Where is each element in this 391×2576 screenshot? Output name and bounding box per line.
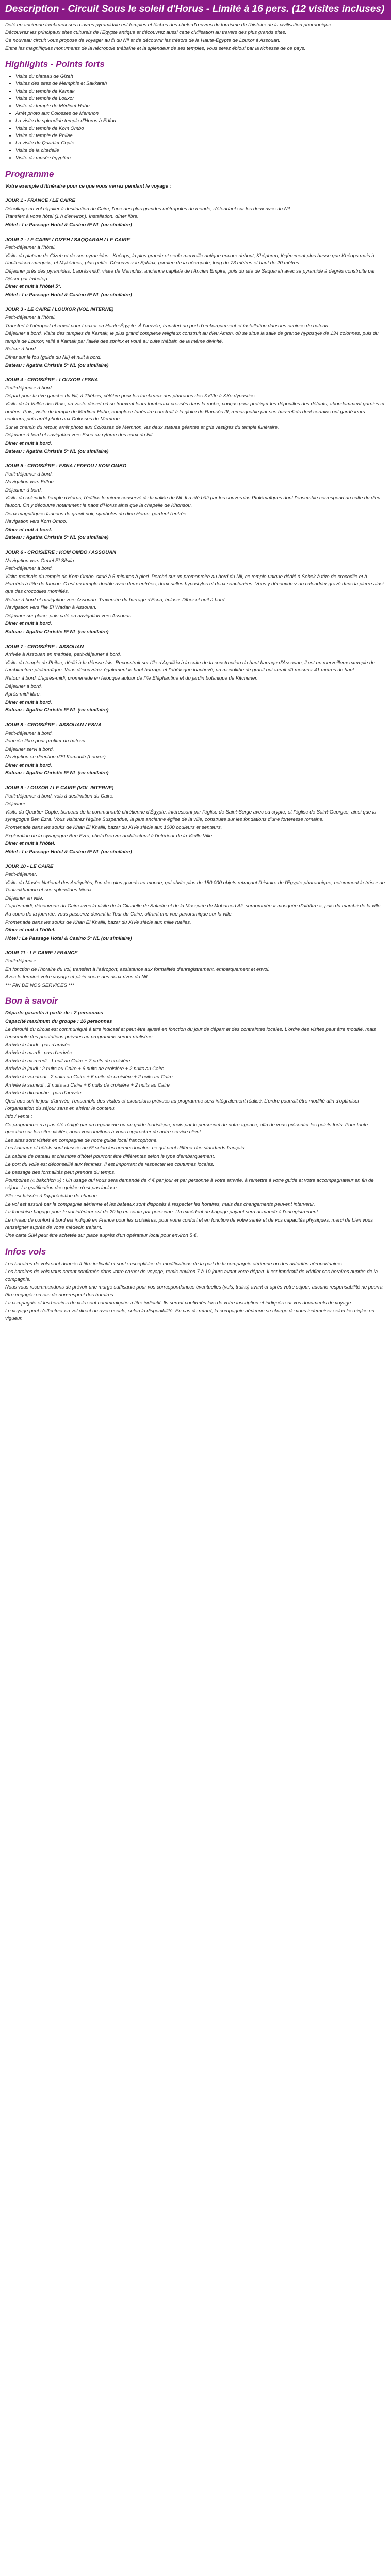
info-line: Départs garantis à partir de : 2 personnes bbox=[5, 1010, 103, 1016]
day-line: Visite du splendide temple d'Horus, l'édifice le mieux conservé de la vallée du Nil. Il a été bâti par les souverains Ptolémaïques dont l'ensemble correspond au culte du dieu faucon. On y découvre notamment le naos d'Horus ainsi que la chapelle de Khonsou. bbox=[5, 495, 381, 509]
day-line: Exploration de la synagogue Ben Ezra, chef-d'œuvre architectural à l'intérieur de la Vieille Ville. bbox=[5, 833, 214, 839]
highlight-item: • Visite du musée égyptien bbox=[15, 155, 386, 162]
day-line: Navigation en direction d'El Kamoulé (Louxor). bbox=[5, 754, 107, 760]
day-line: Bateau : Agatha Christie 5* NL (ou similaire) bbox=[5, 629, 109, 635]
info-line: Une carte SIM peut être achetée sur place auprès d'un opérateur local pour environ 5 €. bbox=[5, 1232, 198, 1239]
info-line: Pourboires (« bakchich ») : Un usage qui vous sera demandé de 4 € par jour et par personne à votre arrivée, à remettre à votre guide et votre accompagnateur en fin de séjour. La gratification des guides n'est pas incluse. bbox=[5, 1177, 374, 1191]
info-line: Arrivée le samedi : 2 nuits au Caire + 6 nuits de croisière + 2 nuits au Caire bbox=[5, 1082, 170, 1088]
info-line: Info / vente : bbox=[5, 1114, 32, 1120]
day-line: Déjeuner servi à bord. bbox=[5, 746, 54, 752]
day-title: JOUR 7 - CROISIÈRE : ASSOUAN bbox=[5, 643, 84, 650]
day-title: JOUR 4 - CROISIÈRE : LOUXOR / ESNA bbox=[5, 377, 99, 383]
info-line: Les sites sont visités en compagnie de notre guide local francophone. bbox=[5, 1137, 158, 1143]
day-line: Transfert à votre hôtel (1 h d'environ). Installation. dîner libre. bbox=[5, 214, 139, 220]
highlight-item: • Visites des sites de Memphis et Sakkarah bbox=[15, 80, 386, 88]
info-line: Arrivée le mardi : pas d'arrivée bbox=[5, 1050, 72, 1056]
day-line: Promenade dans les souks de Khan El Khalili, bazar du XIVe siècle aux 1000 couleurs et senteurs. bbox=[5, 825, 222, 831]
day-line: Bateau : Agatha Christie 5* NL (ou similaire) bbox=[5, 362, 109, 368]
intro-paragraph: Entre les magnifiques monuments de la nécropole thébaine et la splendeur de ses temples, vous serez ébloui par la richesse de ce pays. bbox=[5, 45, 306, 52]
day-line: Dîner et nuit à bord. bbox=[5, 699, 52, 705]
highlight-item: • Visite du temple de Kom Ombo bbox=[15, 125, 386, 132]
programme-intro: Votre exemple d'itinéraire pour ce que vous verrez pendant le voyage : bbox=[5, 183, 171, 189]
day-line: Petit-déjeuner à bord. bbox=[5, 566, 53, 572]
info-line: Les bateaux et hôtels sont classés au 5* selon les normes locales, ce qui peut différer des standards français. bbox=[5, 1145, 246, 1151]
day-line: Départ pour la rive gauche du Nil, à Thèbes, célèbre pour les tombeaux des pharaons des XVIIIe à XXe dynasties. bbox=[5, 393, 256, 399]
day-title: JOUR 2 - LE CAIRE / GIZEH / SAQQARAH / LE CAIRE bbox=[5, 236, 130, 243]
highlight-item: • Visite du temple de Louxor bbox=[15, 95, 386, 103]
day-line: Navigation vers l'île El Wadah à Assouan. bbox=[5, 605, 97, 611]
day-line: Déjeuner à bord. bbox=[5, 487, 42, 493]
day-title: JOUR 6 - CROISIÈRE : KOM OMBO / ASSOUAN bbox=[5, 550, 116, 556]
info-line: Arrivée le vendredi : 2 nuits au Caire + 6 nuits de croisière + 2 nuits au Caire bbox=[5, 1074, 173, 1080]
programme-days bbox=[5, 197, 386, 989]
intro-section bbox=[5, 22, 386, 53]
day-line: Visite du Quartier Copte, berceau de la communauté chrétienne d'Égypte, intéressant par l'église de Saint-Serge avec sa crypte, et l'église de Saint-Georges, ainsi que la synagogue Ben Ezra. Vous visiterez l'église Suspendue, la plus ancienne église de la ville, construite sur les fondations d'une forteresse romaine. bbox=[5, 809, 377, 823]
day-title: JOUR 10 - LE CAIRE bbox=[5, 863, 54, 870]
highlight-item: • La visite du Quartier Copte bbox=[15, 140, 386, 147]
day-line: En fonction de l'horaire du vol, transfert à l'aéroport, assistance aux formalités d'enregistrement, embarquement et envol. bbox=[5, 966, 270, 972]
day-title: JOUR 8 - CROISIÈRE : ASSOUAN / ESNA bbox=[5, 722, 102, 728]
bon-savoir-heading: Bon à savoir bbox=[5, 996, 58, 1006]
info-line: Arrivée le jeudi : 2 nuits au Caire + 6 nuits de croisière + 2 nuits au Caire bbox=[5, 1066, 165, 1072]
day-line: Transfert à l'aéroport et envol pour Louxor en Haute-Égypte. À l'arrivée, transfert au port d'embarquement et installation dans les cabines du bateau. bbox=[5, 323, 330, 329]
title-banner bbox=[0, 0, 391, 20]
day-line: Petit-déjeuner à bord. bbox=[5, 471, 53, 477]
day-line: Déjeuner à bord et navigation vers Esna au rythme des eaux du Nil. bbox=[5, 432, 154, 438]
day-title: JOUR 5 - CROISIÈRE : ESNA / EDFOU / KOM OMBO bbox=[5, 463, 127, 469]
day-line: Déjeuner à bord. Visite des temples de Karnak, le plus grand complexe religieux construit au dieu Amon, où se situe la salle de grande hypostyle de 134 colonnes, puis du temple de Louxor, relié à Karnak par l'allée des sphinx et voué au culte thébain de la même divinité. bbox=[5, 331, 379, 344]
day-line: Petit-déjeuner. bbox=[5, 872, 38, 877]
day-line: Bateau : Agatha Christie 5* NL (ou similaire) bbox=[5, 707, 109, 714]
day-line: Dîner et nuit à l'hôtel 5*. bbox=[5, 284, 61, 290]
day-line: Visite du plateau de Gizeh et de ses pyramides : Khéops, la plus grande et seule merveille antique encore debout, Khéphren, légèrement plus basse que Khéops mais à l'inclinaison marquée, et Mykérinos, plus petite. Découvrez le Sphinx, gardien de la nécropole, long de 73 mètres et haut de 20 mètres. bbox=[5, 252, 374, 266]
day-line: Petit-déjeuner à l'hôtel. bbox=[5, 315, 56, 320]
highlight-item: • Visite du temple de Médinet Habu bbox=[15, 103, 386, 110]
day-line: Dîner et nuit à bord. bbox=[5, 621, 52, 627]
day-line: Hôtel : Le Passage Hotel & Casino 5* NL (ou similaire) bbox=[5, 222, 132, 228]
info-line: Les horaires de vols vous seront confirmés dans votre carnet de voyage, remis environ 7 à 10 jours avant votre départ. Il est impératif de vérifier ces horaires auprès de la compagnie. bbox=[5, 1269, 378, 1282]
day-line: Retour à bord. L'après-midi, promenade en felouque autour de l'île Eléphantine et du jardin botanique de Kitchener. bbox=[5, 675, 258, 681]
info-line: La franchise bagage pour le vol intérieur est de 20 kg en soute par personne. Un excédent de bagage payant sera demandé à l'enregistrement. bbox=[5, 1209, 319, 1215]
day-line: Arrivée à Assouan en matinée, petit-déjeuner à bord. bbox=[5, 652, 121, 658]
highlight-item: • La visite du splendide temple d'Horus à Edfou bbox=[15, 117, 386, 125]
day-line: Déjeuner en ville. bbox=[5, 895, 44, 901]
info-line: Arrivée le lundi : pas d'arrivée bbox=[5, 1042, 71, 1048]
day-line: Petit-déjeuner. bbox=[5, 958, 38, 964]
intro-paragraph: Ce nouveau circuit vous propose de voyager au fil du Nil et de découvrir les trésors de la Haute-Égypte de Louxor à Assouan. bbox=[5, 38, 281, 44]
day-line: L'après-midi, découverte du Caire avec la visite de la Citadelle de Saladin et de la Mosquée de Mohamed Ali, surnommée « mosquée d'albâtre », puis du marché de la ville. bbox=[5, 903, 382, 909]
info-line: Elle est laissée à l'appréciation de chacun. bbox=[5, 1193, 99, 1199]
programme-heading: Programme bbox=[5, 168, 54, 179]
day-line: Bateau : Agatha Christie 5* NL (ou similaire) bbox=[5, 448, 109, 454]
info-line: Le vol est assuré par la compagnie aérienne et les bateaux sont disposés à respecter les horaires, mais des changements peuvent intervenir. bbox=[5, 1201, 315, 1207]
day-line: Déjeuner. bbox=[5, 801, 27, 807]
day-line: Bateau : Agatha Christie 5* NL (ou similaire) bbox=[5, 770, 109, 776]
day-line: Petit-déjeuner à bord. bbox=[5, 385, 53, 391]
day-line: Petit-déjeuner à bord, vols à destination du Caire. bbox=[5, 793, 114, 799]
info-line: Les horaires de vols sont donnés à titre indicatif et sont susceptibles de modifications de la part de la compagnie aérienne ou des autorités aéroportuaires. bbox=[5, 1261, 344, 1267]
day-line: Petit-déjeuner à bord. bbox=[5, 730, 53, 736]
highlights-list bbox=[5, 73, 386, 162]
day-line: Visite de la Vallée des Rois, un vaste désert où se trouvent leurs tombeaux creusés dans la roche, conçus pour protéger les dépouilles des défunts, abondamment garnies et ornées. Puis, visite du temple de Médinet Habu, complexe funéraire construit à la gloire de Ramsès III, remarquable par ses bas-reliefs dont certains ont gardé leurs couleurs, puis arrêt photo aux Colosses de Memnon. bbox=[5, 401, 385, 422]
day-line: Dîner et nuit à l'hôtel. bbox=[5, 841, 56, 847]
intro-paragraph: Découvrez les principaux sites culturels de l'Égypte antique et découvrez aussi cette civilisation au travers des plus grands sites. bbox=[5, 30, 287, 36]
day-line: Sur le chemin du retour, arrêt photo aux Colosses de Memnon, les deux statues géantes et gris vestiges du temple funéraire. bbox=[5, 424, 279, 430]
bon-savoir-section bbox=[5, 1010, 386, 1240]
info-line: La cabine de bateau et chambre d'hôtel pourront être différentes selon le type d'embarquement. bbox=[5, 1154, 215, 1159]
highlight-item: • Visite du plateau de Gizeh bbox=[15, 73, 386, 80]
day-line: Journée libre pour profiter du bateau. bbox=[5, 738, 87, 744]
day-line: Visite du temple de Philae, dédié à la déesse Isis. Reconstruit sur l'île d'Aguilkia à la suite de la construction du haut barrage d'Assouan, il est un merveilleux exemple de l'architecture ptolémaïque. Vous découvrirez également le haut barrage et l'obélisque inachevé, un monolithe de granit qui aurait dû mesurer 41 mètres de haut. bbox=[5, 659, 375, 673]
info-line: Ce programme n'a pas été rédigé par un organisme ou un guide touristique, mais par le personnel de notre agence, afin de vous présenter les points forts. Pour toute question sur les sites visités, nous vous invitons à vous rapprocher de notre service client. bbox=[5, 1122, 368, 1136]
day-line: Hôtel : Le Passage Hotel & Casino 5* NL (ou similaire) bbox=[5, 292, 132, 298]
info-line: Le voyage peut s'effectuer en vol direct ou avec escale, selon la disponibilité. En cas de retard, la compagnie aérienne se charge de vous indemniser selon les règles en vigueur. bbox=[5, 1308, 374, 1321]
highlights-heading: Highlights - Points forts bbox=[5, 59, 105, 69]
day-line: Au cours de la journée, vous passerez devant la Tour du Caire, offrant une vue panoramique sur la ville. bbox=[5, 911, 233, 917]
info-line: Arrivée le dimanche : pas d'arrivée bbox=[5, 1090, 82, 1096]
day-line: Bateau : Agatha Christie 5* NL (ou similaire) bbox=[5, 535, 109, 541]
day-line: Déjeuner à bord. bbox=[5, 683, 42, 689]
day-line: Dîner et nuit à bord. bbox=[5, 440, 52, 446]
highlight-item: • Visite de la citadelle bbox=[15, 147, 386, 155]
info-line: Quel que soit le jour d'arrivée, l'ensemble des visites et excursions prévues au programme sera intégralement réalisé. L'ordre pourrait être modifié afin d'optimiser l'organisation du séjour sans en altérer le contenu. bbox=[5, 1098, 360, 1112]
day-line: Avec le terminé votre voyage et plein coeur des deux rives du Nil. bbox=[5, 974, 149, 980]
highlight-item: • Arrêt photo aux Colosses de Memnon bbox=[15, 110, 386, 117]
info-line: Le niveau de confort à bord est indiqué en France pour les croisières, pour votre confort et en fonction de votre santé et de vos capacités physiques, merci de bien vous renseigner auprès de votre médecin traitant. bbox=[5, 1217, 373, 1231]
day-line: Petit-déjeuner à l'hôtel. bbox=[5, 245, 56, 251]
day-title: JOUR 3 - LE CAIRE / LOUXOR (VOL INTERNE) bbox=[5, 307, 114, 313]
day-line: Déjeuner sur place, puis café en navigation vers Assouan. bbox=[5, 613, 133, 619]
day-line: Retour à bord. bbox=[5, 346, 37, 352]
day-title: JOUR 11 - LE CAIRE / FRANCE bbox=[5, 950, 78, 956]
info-line: La compagnie et les horaires de vols sont communiqués à titre indicatif. Ils seront confirmés lors de votre inscription et indiqués sur vos documents de voyage. bbox=[5, 1300, 352, 1306]
day-line: Deux magnifiques faucons de granit noir, symboles du dieu Horus, gardent l'entrée. bbox=[5, 511, 188, 517]
day-line: Promenade dans les souks de Khan El Khalili, bazar du XIVe siècle aux mille ruelles. bbox=[5, 919, 191, 925]
content bbox=[0, 20, 391, 1328]
day-line: Dîner sur le fou (guide du Nil) et nuit à bord. bbox=[5, 354, 102, 360]
day-line: *** FIN DE NOS SERVICES *** bbox=[5, 982, 74, 988]
info-line: Le déroulé du circuit est communiqué à titre indicatif et peut être ajusté en fonction du jour de départ et des contraintes locales. L'ordre des visites peut être modifié, mais l'ensemble des prestations prévues au programme seront réalisées. bbox=[5, 1026, 376, 1040]
info-line: Capacité maximum du groupe : 16 personnes bbox=[5, 1018, 112, 1024]
day-line: Hôtel : Le Passage Hotel & Casino 5* NL (ou similaire) bbox=[5, 935, 132, 941]
day-line: Déjeuner près des pyramides. L'après-midi, visite de Memphis, ancienne capitale de l'Ancien Empire, puis du site de Saqqarah avec sa pyramide à degrés construite par Djéser par Imhotep. bbox=[5, 268, 376, 282]
day-line: Dîner et nuit à bord. bbox=[5, 762, 52, 768]
highlight-item: • Visite du temple de Karnak bbox=[15, 88, 386, 95]
day-line: Après-midi libre. bbox=[5, 691, 41, 698]
page-title: Description - Circuit Sous le soleil d'Horus - Limité à 16 pers. (12 visites incluses) bbox=[5, 4, 385, 14]
day-line: Navigation vers Gebel El Silsila. bbox=[5, 557, 75, 564]
highlight-item: • Visite du temple de Philae bbox=[15, 132, 386, 140]
day-line: Décollage en vol régulier à destination du Caire, l'une des plus grandes métropoles du monde, s'étendant sur les deux rives du Nil. bbox=[5, 206, 291, 212]
day-line: Navigation vers Edfou. bbox=[5, 479, 55, 485]
day-title: JOUR 9 - LOUXOR / LE CAIRE (VOL INTERNE) bbox=[5, 785, 114, 791]
intro-paragraph: Doté en ancienne tombeaux ses œuvres pyramidale est temples et tâches des chefs-d'œuvres du tourisme de l'histoire de la civilisation pharaonique. bbox=[5, 22, 333, 28]
day-line: Visite matinale du temple de Kom Ombo, situé à 5 minutes à pied. Perché sur un promontoire au bord du Nil, ce temple unique dédié à Sobek à tête de crocodile et à Haroëris à tête de faucon. C'est un temple double avec deux entrées, deux salles hypostyles et deux sanctuaires. Vous y découvrirez un calendrier gravé dans la pierre ainsi que des crocodiles momifiés. bbox=[5, 573, 384, 595]
day-title: JOUR 1 - FRANCE / LE CAIRE bbox=[5, 198, 75, 204]
infos-vols-heading: Infos vols bbox=[5, 1246, 46, 1257]
info-line: Le port du voile est déconseillé aux femmes. Il est important de respecter les coutumes locales. bbox=[5, 1161, 215, 1167]
infos-vols-section bbox=[5, 1261, 386, 1323]
day-line: Navigation vers Kom Ombo. bbox=[5, 519, 67, 525]
day-line: Hôtel : Le Passage Hotel & Casino 5* NL (ou similaire) bbox=[5, 849, 132, 855]
info-line: Arrivée le mercredi : 1 nuit au Caire + 7 nuits de croisière bbox=[5, 1058, 131, 1064]
info-line: Le passage des formalités peut prendre du temps. bbox=[5, 1170, 116, 1176]
day-line: Retour à bord et navigation vers Assouan. Traversée du barrage d'Esna, écluse. Dîner et nuit à bord. bbox=[5, 597, 226, 603]
info-line: Nous vous recommandons de prévoir une marge suffisante pour vos correspondances éventuelles (vols, trains) avant et après votre séjour, aucune responsabilité ne pourra être engagée en cas de non-respect des horaires. bbox=[5, 1284, 383, 1298]
day-line: Dîner et nuit à l'hôtel. bbox=[5, 927, 56, 934]
day-line: Visite du Musée National des Antiquités, l'un des plus grands au monde, qui abrite plus de 150 000 objets retraçant l'histoire de l'Égypte pharaonique, notamment le trésor de Toutankhamon et ses splendides bijoux. bbox=[5, 879, 385, 893]
day-line: Dîner et nuit à bord. bbox=[5, 527, 52, 533]
